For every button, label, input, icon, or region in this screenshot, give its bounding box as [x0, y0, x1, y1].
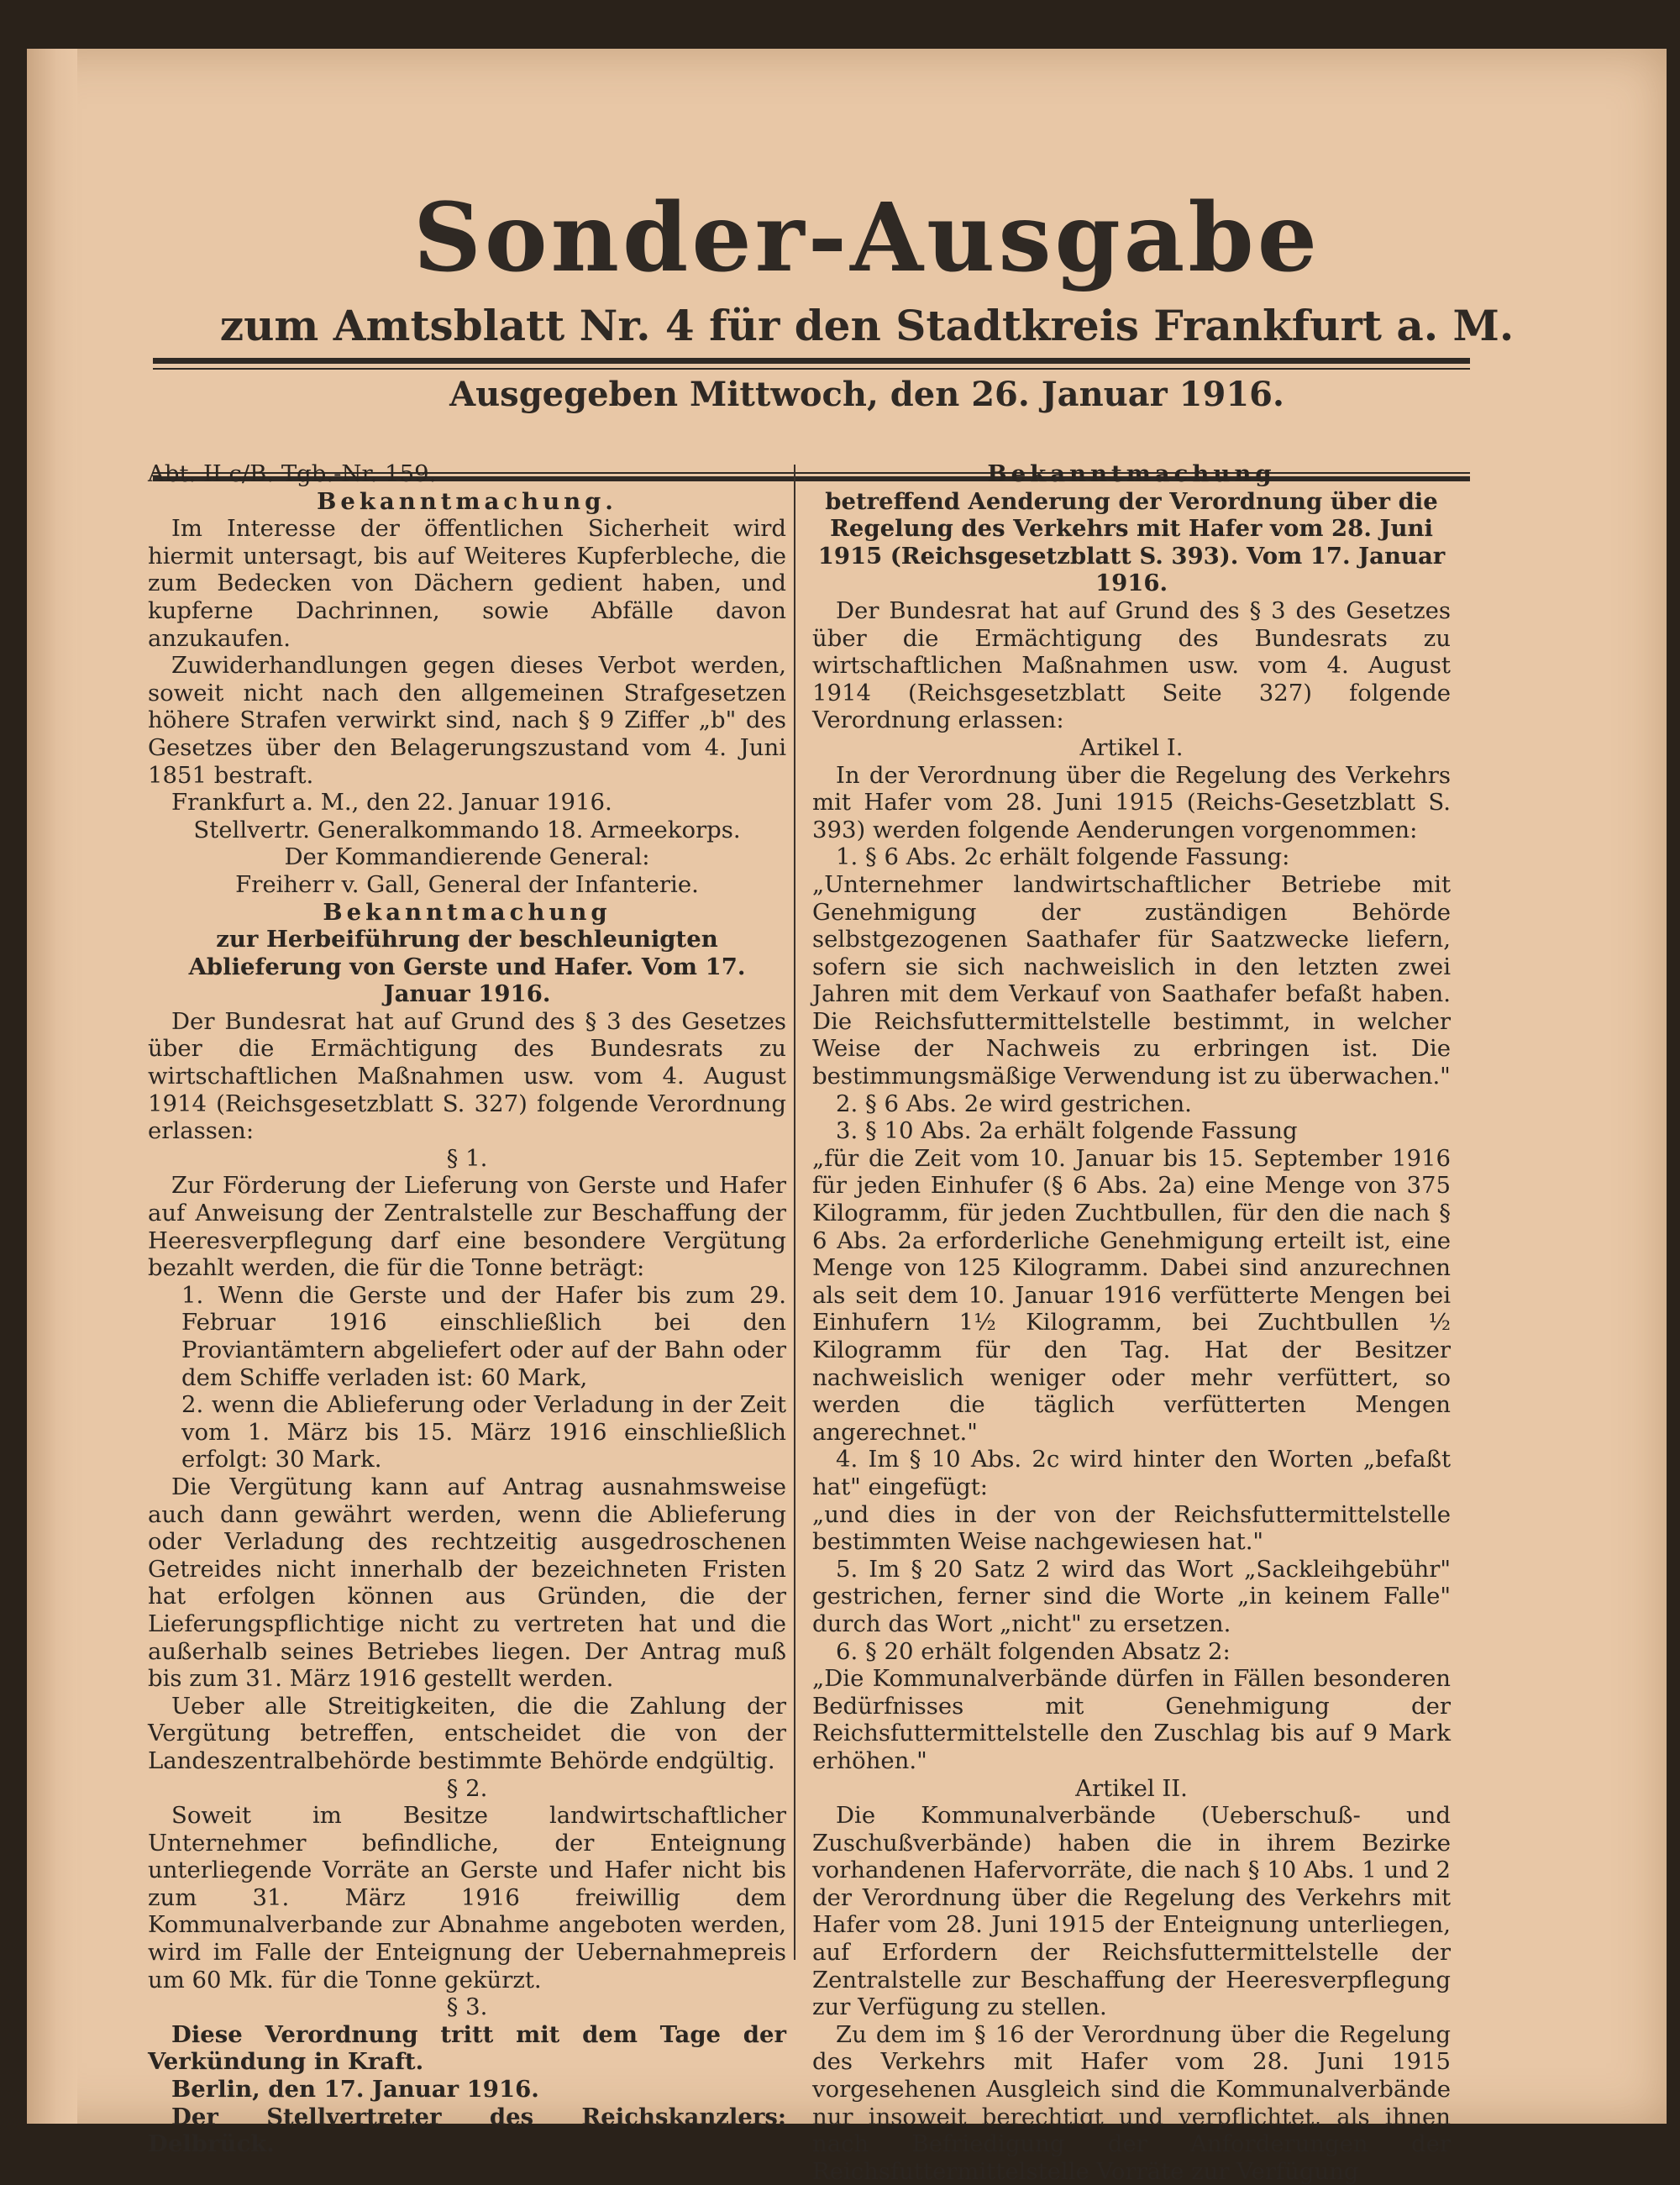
page-subtitle: zum Amtsblatt Nr. 4 für den Stadtkreis Frankfurt a. M.: [219, 301, 1515, 350]
page-binding-edge: [27, 49, 77, 2124]
paragraph: Die Vergütung kann auf Antrag ausnahmsweise auch dann gewährt werden, wenn die Ablieferung oder Verladung des rechtzeitig ausgedroschenen Getreides nicht innerhalb der bezeichneten Fristen hat erfolgen können aus Gründen, die der Lieferungspflichtige nicht zu vertreten hat und die außerhalb seines Betriebes liegen. Der Antrag muß bis zum 31. März 1916 gestellt werden.: [148, 1473, 786, 1693]
list-item: 2. wenn die Ablieferung oder Verladung in der Zeit vom 1. März bis 15. März 1916 einschließlich erfolgt: 30 Mark.: [181, 1391, 786, 1473]
paragraph: Zur Förderung der Lieferung von Gerste und Hafer auf Anweisung der Zentralstelle zur Beschaffung der Heeresverpflegung darf eine besondere Vergütung bezahlt werden, die für die Tonne beträgt:: [148, 1172, 786, 1282]
right-column: [812, 460, 1451, 2185]
paragraph: Zuwiderhandlungen gegen dieses Verbot werden, soweit nicht nach den allgemeinen Strafgesetzen höhere Strafen verwirkt sind, nach § 9 Ziffer „b" des Gesetzes über den Belagerungszustand vom 4. Juni 1851 bestraft.: [148, 652, 786, 789]
announcement-heading: Bekanntmachung: [323, 898, 612, 926]
paragraph: Die Kommunalverbände (Ueberschuß- und Zuschußverbände) haben die in ihrem Bezirke vorhandenen Hafervorräte, die nach § 10 Abs. 1 und 2 der Verordnung über die Regelung des Verkehrs mit Hafer vom 28. Juni 1915 der Enteignung unterliegen, auf Erfordern der Reichsfuttermittelstelle der Zentralstelle zur Beschaffung der Heeresverpflegung zur Verfügung zu stellen.: [812, 1802, 1451, 2021]
signature-line: Der Kommandierende General:: [284, 843, 650, 871]
list-item: 3. § 10 Abs. 2a erhält folgende Fassung: [836, 1117, 1298, 1145]
list-item: 4. Im § 10 Abs. 2c wird hinter den Worten „befaßt hat" eingefügt:: [812, 1446, 1451, 1500]
signature-line: Der Stellvertreter des Reichskanzlers: Delbrück.: [148, 2103, 786, 2158]
place-date: Frankfurt a. M., den 22. Januar 1916.: [171, 789, 612, 817]
list-item: 5. Im § 20 Satz 2 wird das Wort „Sackleihgebühr" gestrichen, ferner sind die Worte „in keinem Falle" durch das Wort „nicht" zu ersetzen.: [812, 1555, 1451, 1637]
article-heading: Artikel I.: [1079, 733, 1184, 761]
paragraph: Der Bundesrat hat auf Grund des § 3 des Gesetzes über die Ermächtigung des Bundesrats zu wirtschaftlichen Maßnahmen usw. vom 4. August 1914 (Reichsgesetzblatt Seite 327) folgende Verordnung erlassen:: [812, 596, 1451, 734]
paragraph: Der Bundesrat hat auf Grund des § 3 des Gesetzes über die Ermächtigung des Bundesrats zu wirtschaftlichen Maßnahmen usw. vom 4. August 1914 (Reichsgesetzblatt S. 327) folgende Verordnung erlassen:: [148, 1007, 786, 1145]
reference-number: Abt. II c/B. Tgb.-Nr. 159.: [148, 460, 437, 487]
column-divider: [794, 465, 795, 1960]
page-title: Sonder-Ausgabe: [413, 183, 1320, 293]
paragraph: Diese Verordnung tritt mit dem Tage der Verkündung in Kraft.: [148, 2020, 786, 2076]
article-heading: Artikel II.: [1075, 1774, 1188, 1802]
list-item: 1. Wenn die Gerste und der Hafer bis zum 29. Februar 1916 einschließlich bei den Proviantämtern abgeliefert oder auf der Bahn oder dem Schiffe verladen ist: 60 Mark,: [181, 1281, 786, 1391]
paragraph: Soweit im Besitze landwirtschaftlicher Unternehmer befindliche, der Enteignung unterliegende Vorräte an Gerste und Hafer nicht bis zum 31. März 1916 freiwillig dem Kommunalverbande zur Abnahme angeboten werden, wird im Falle der Enteignung der Uebernahmepreis um 60 Mk. für die Tonne gekürzt.: [148, 1802, 786, 1993]
quoted-text: „Unternehmer landwirtschaftlicher Betriebe mit Genehmigung der zuständigen Behörde selbstgezogenen Saathafer für Saatzwecke liefern, sofern sie sich nachweislich in den letzten zwei Jahren mit dem Verkauf von Saathafer befaßt haben. Die Reichsfuttermittelstelle bestimmt, in welcher Weise der Nachweis zu erbringen ist. Die bestimmungsmäßige Verwendung ist zu überwachen.": [812, 870, 1451, 1090]
quoted-text: „für die Zeit vom 10. Januar bis 15. September 1916 für jeden Einhufer (§ 6 Abs. 2a) eine Menge von 375 Kilogramm, für jeden Zuchtbullen, für den die nach § 6 Abs. 2a erforderliche Genehmigung erteilt ist, eine Menge von 125 Kilogramm. Dabei sind anzurechnen als seit dem 10. Januar 1916 verfütterte Mengen bei Einhufern 1½ Kilogramm, bei Zuchtbullen ½ Kilogramm für den Tag. Hat der Besitzer nachweislich weniger oder mehr verfüttert, so werden die täglich verfütterten Mengen angerechnet.": [812, 1144, 1451, 1446]
issue-date: Ausgegeben Mittwoch, den 26. Januar 1916.: [449, 375, 1284, 414]
left-column: [148, 460, 786, 2158]
list-item: 1. § 6 Abs. 2c erhält folgende Fassung:: [836, 843, 1290, 871]
announcement-heading: Bekanntmachung.: [317, 487, 617, 515]
section-number: § 3.: [446, 1993, 488, 2021]
place-date: Berlin, den 17. Januar 1916.: [171, 2076, 539, 2104]
quoted-text: „Die Kommunalverbände dürfen in Fällen besonderen Bedürfnisses mit Genehmigung der Reichsfuttermittelstelle den Zuschlag bis auf 9 Mark erhöhen.": [812, 1665, 1451, 1774]
header-rule-thin: [153, 368, 1470, 370]
announcement-subject: zur Herbeiführung der beschleunigten Ablieferung von Gerste und Hafer. Vom 17. Januar 1916.: [188, 926, 746, 1008]
announcement-heading: Bekanntmachung: [987, 460, 1276, 487]
list-item: 6. § 20 erhält folgenden Absatz 2:: [836, 1637, 1231, 1665]
paragraph: In der Verordnung über die Regelung des Verkehrs mit Hafer vom 28. Juni 1915 (Reichs-Gesetzblatt S. 393) werden folgende Aenderungen vorgenommen:: [812, 761, 1451, 843]
signature-line: Freiherr v. Gall, General der Infanterie.: [235, 870, 699, 898]
announcement-subject: betreffend Aenderung der Verordnung über die Regelung des Verkehrs mit Hafer vom 28. Juni 1915 (Reichsgesetzblatt S. 393). Vom 17. Januar 1916.: [817, 487, 1446, 597]
signature-line: Stellvertr. Generalkommando 18. Armeekorps.: [193, 816, 741, 843]
section-number: § 2.: [446, 1774, 488, 1802]
paragraph: Im Interesse der öffentlichen Sicherheit wird hiermit untersagt, bis auf Weiteres Kupferbleche, die zum Bedecken von Dächern gedient haben, und kupferne Dachrinnen, sowie Abfälle davon anzukaufen.: [148, 515, 786, 652]
newspaper-page: [27, 49, 1667, 2185]
section-number: § 1.: [446, 1144, 488, 1172]
paragraph: Ueber alle Streitigkeiten, die die Zahlung der Vergütung betreffen, entscheidet die von der Landeszentralbehörde bestimmte Behörde endgültig.: [148, 1692, 786, 1774]
list-item: 2. § 6 Abs. 2e wird gestrichen.: [836, 1090, 1192, 1117]
header-rule-thick: [153, 358, 1470, 364]
paragraph: Zu dem im § 16 der Verordnung über die Regelung des Verkehrs mit Hafer vom 28. Juni 1915 vorgesehenen Ausgleich sind die Kommunalverbände nur insoweit berechtigt und verpflichtet, als ihnen nach Befriedigung der Anforderungen der Reichsfuttermittelstelle Vorräte zur Verfügung: [812, 2020, 1451, 2185]
quoted-text: „und dies in der von der Reichsfuttermittelstelle bestimmten Weise nachgewiesen hat.": [812, 1500, 1451, 1556]
